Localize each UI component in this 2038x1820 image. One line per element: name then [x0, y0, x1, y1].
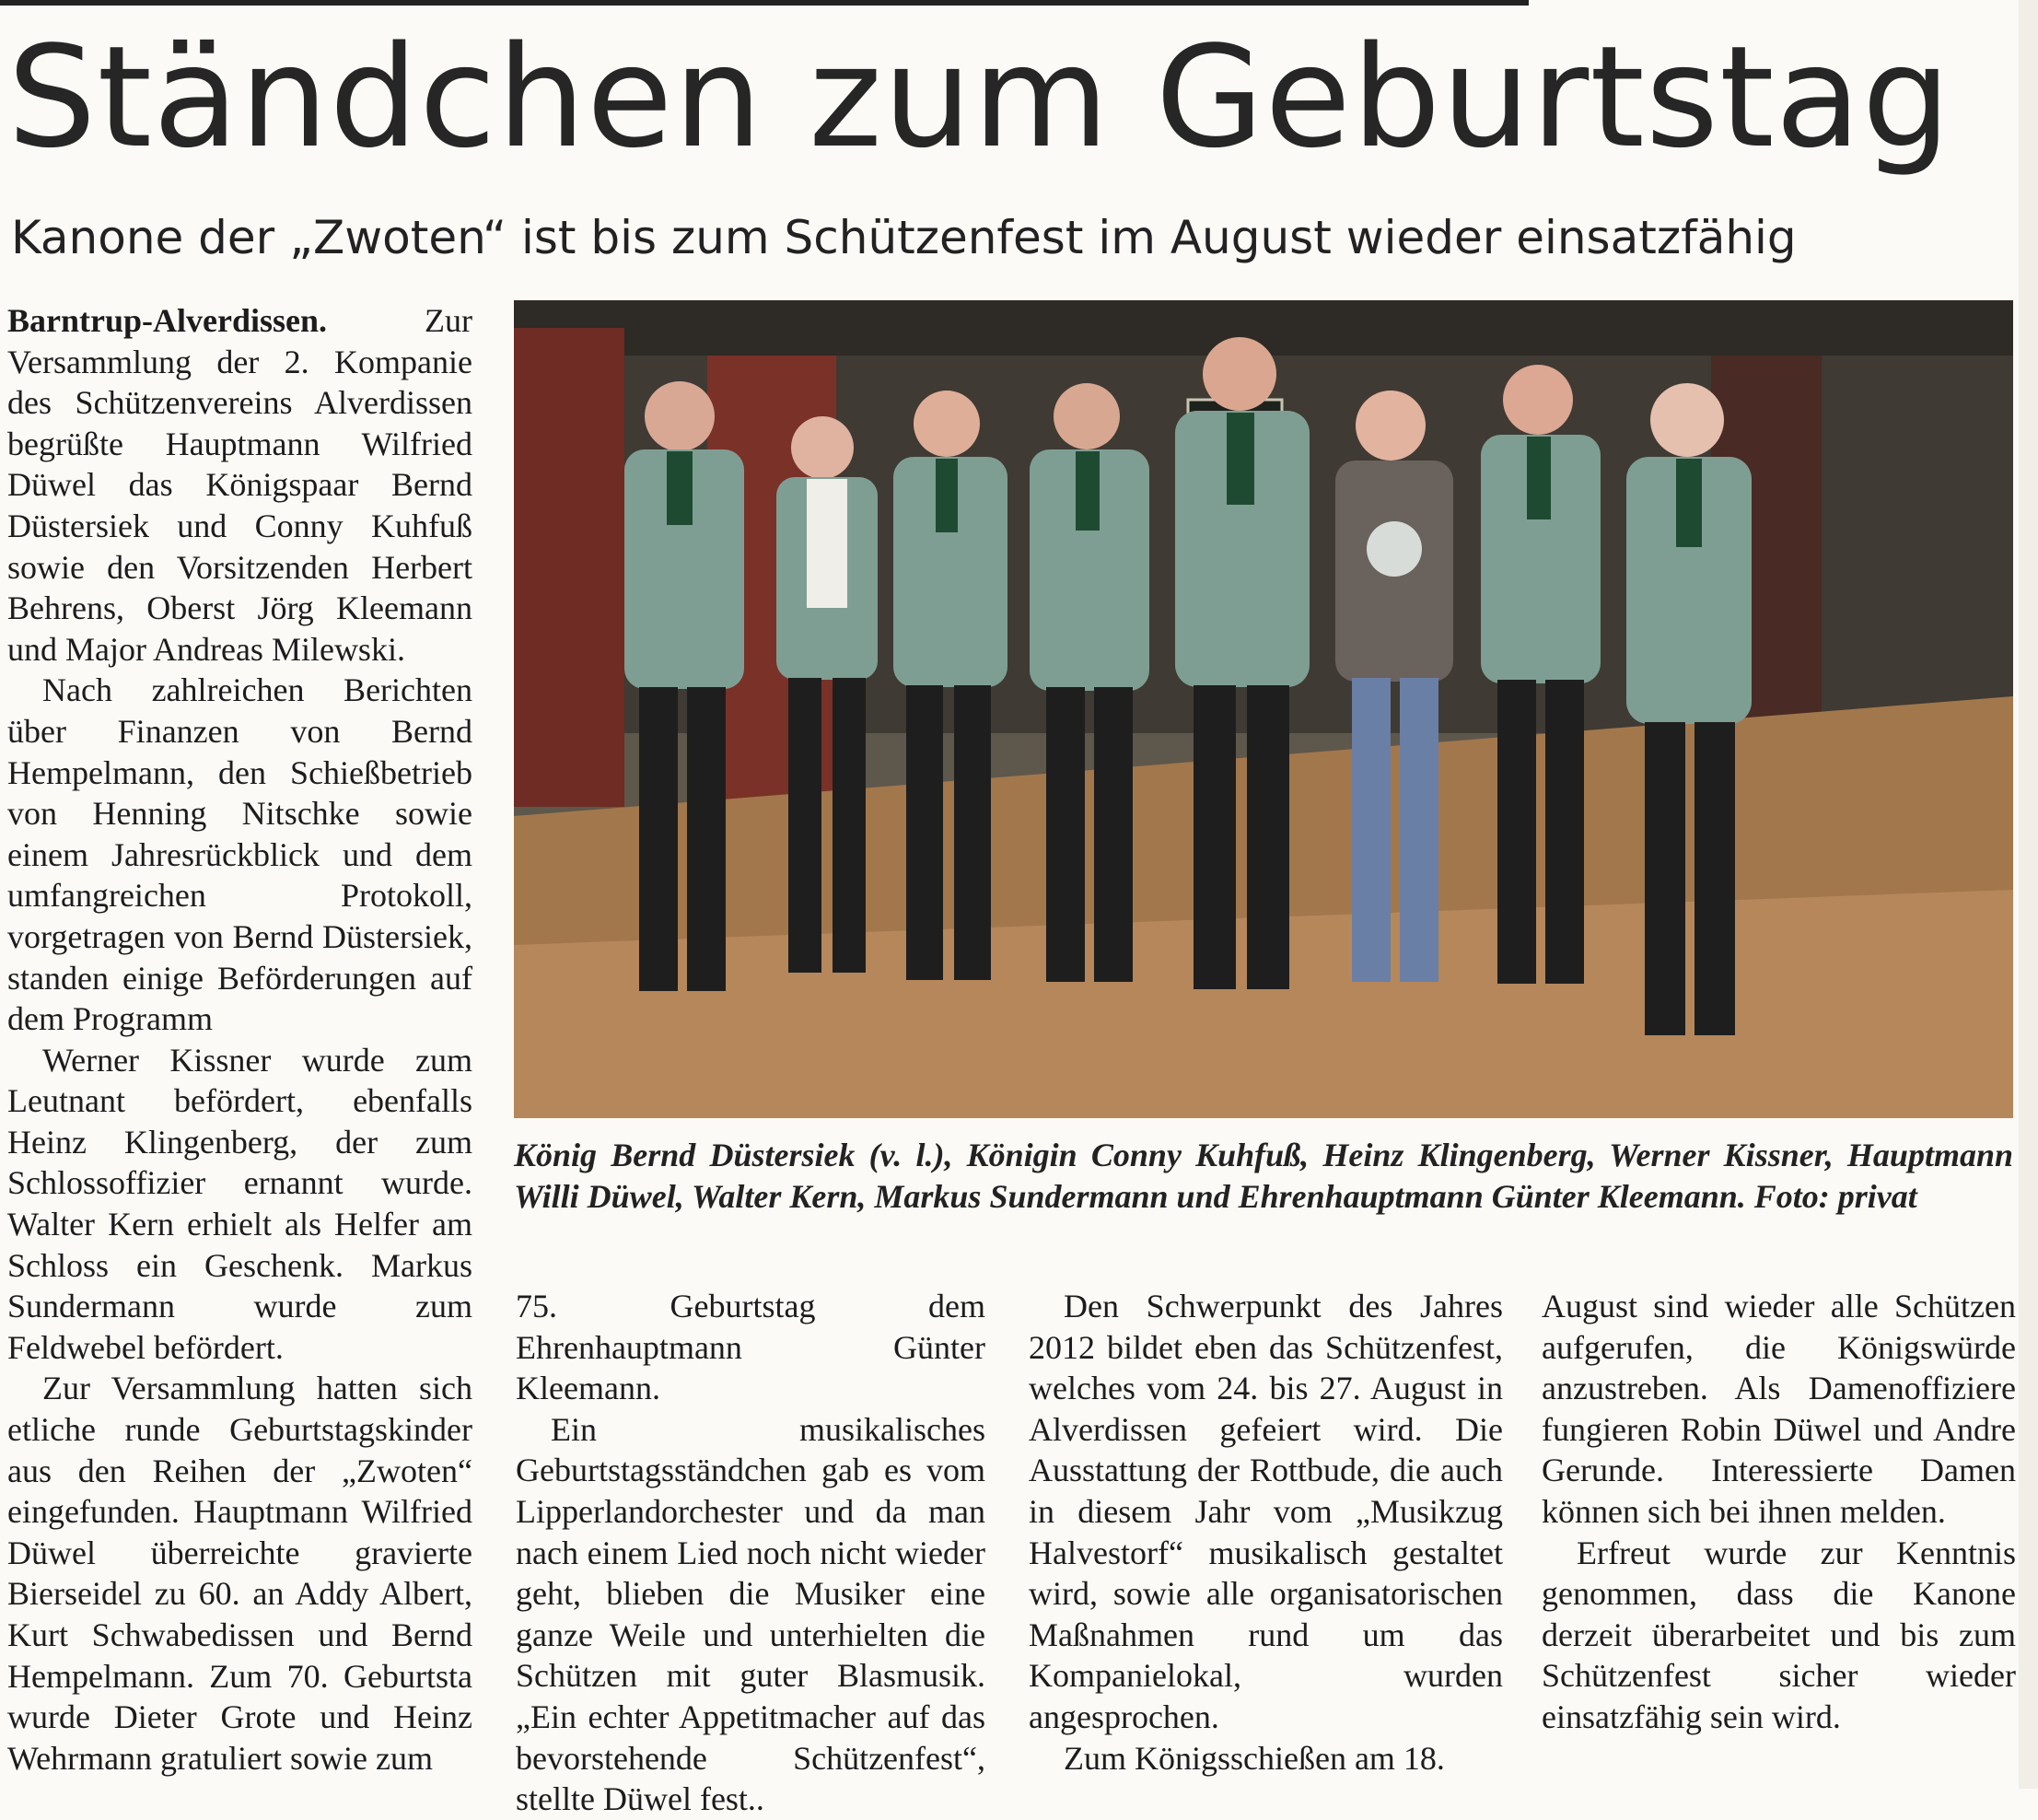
- headline: Ständchen zum Geburtstag: [7, 16, 1952, 179]
- dateline: Barntrup-Alverdissen.: [7, 302, 328, 339]
- article-column-3: [1029, 1286, 1503, 1779]
- paragraph-text: Zur Versammlung der 2. Kompanie des Schützenvereins Alverdissen begrüßte Hauptmann Wilfried Düwel das Königspaar Bernd Düstersiek und Conny Kuhfuß sowie den Vorsitzenden Herbert Behrens, Oberst Jörg Kleemann und Major Andreas Milewski.: [7, 302, 472, 668]
- group-photo: [514, 300, 2013, 1118]
- paragraph: Zur Versammlung hatten sich etliche runde Geburtstagskinder aus den Reihen der „Zwoten“ eingefunden. Hauptmann Wilfried Düwel überreichte gravierte Bierseidel zu 60. an Addy Albert, Kurt Schwabedissen und Bernd Hempelmann. Zum 70. Geburtsta wurde Dieter Grote und Heinz Wehrmann gratuliert sowie zum: [7, 1370, 472, 1777]
- paragraph: 75. Geburtstag dem Ehrenhauptmann Günter Kleemann.: [516, 1288, 985, 1407]
- paragraph: Den Schwerpunkt des Jahres 2012 bildet eben das Schützenfest, welches vom 24. bis 27. August in Alverdissen gefeiert wird. Die Ausstattung der Rottbude, die auch in diesem Jahr vom „Musikzug Halvestorf“ musikalisch gestaltet wird, sowie alle organisatorischen Maßnahmen rund um das Kompanielokal, wurden angesprochen.: [1029, 1288, 1503, 1735]
- subheadline: Kanone der „Zwoten“ ist bis zum Schützenfest im August wieder einsatzfähig: [11, 211, 1797, 264]
- group-photo-illustration: [514, 300, 2013, 1118]
- article-column-4: [1542, 1286, 2016, 1738]
- article-column-2: [516, 1286, 985, 1820]
- paragraph: Werner Kissner wurde zum Leutnant befördert, ebenfalls Heinz Klingenberg, der zum Schlossoffizier ernannt wurde. Walter Kern erhielt als Helfer am Schloss ein Geschenk. Markus Sundermann wurde zum Feldwebel befördert.: [7, 1041, 472, 1366]
- paragraph: Zum Königsschießen am 18.: [1064, 1739, 1445, 1777]
- paragraph: August sind wieder alle Schützen aufgerufen, die Königswürde anzustreben. Als Damenoffiziere fungieren Robin Düwel und Andre Gerunde. Interessierte Damen können sich bei ihnen melden.: [1542, 1288, 2016, 1530]
- paragraph: Ein musikalisches Geburtstagsständchen gab es vom Lipperlandorchester und da man nach einem Lied noch nicht wieder geht, blieben die Musiker eine ganze Weile und unterhielten die Schützen mit guter Blasmusik. „Ein echter Appetitmacher auf das bevorstehende Schützenfest“, stellte Düwel fest..: [516, 1410, 985, 1818]
- top-rule: [0, 0, 1529, 6]
- paragraph: Erfreut wurde zur Kenntnis genommen, dass die Kanone derzeit überarbeitet und bis zum Schützenfest sicher wieder einsatzfähig sein wird.: [1542, 1534, 2016, 1735]
- article-column-1: [7, 300, 472, 1779]
- adjacent-page-edge: [2019, 0, 2038, 1789]
- paragraph: Nach zahlreichen Berichten über Finanzen von Bernd Hempelmann, den Schießbetrieb von Henning Nitschke sowie einem Jahresrückblick und dem umfangreichen Protokoll, vorgetragen von Bernd Düstersiek, standen einige Beförderungen auf dem Programm: [7, 671, 472, 1038]
- photo-caption: König Bernd Düstersiek (v. l.), Königin Conny Kuhfuß, Heinz Klingenberg, Werner Kissner, Hauptmann Willi Düwel, Walter Kern, Markus Sundermann und Ehrenhauptmann Günter Kleemann. Foto: privat: [514, 1137, 2013, 1215]
- paragraph: [7, 300, 472, 670]
